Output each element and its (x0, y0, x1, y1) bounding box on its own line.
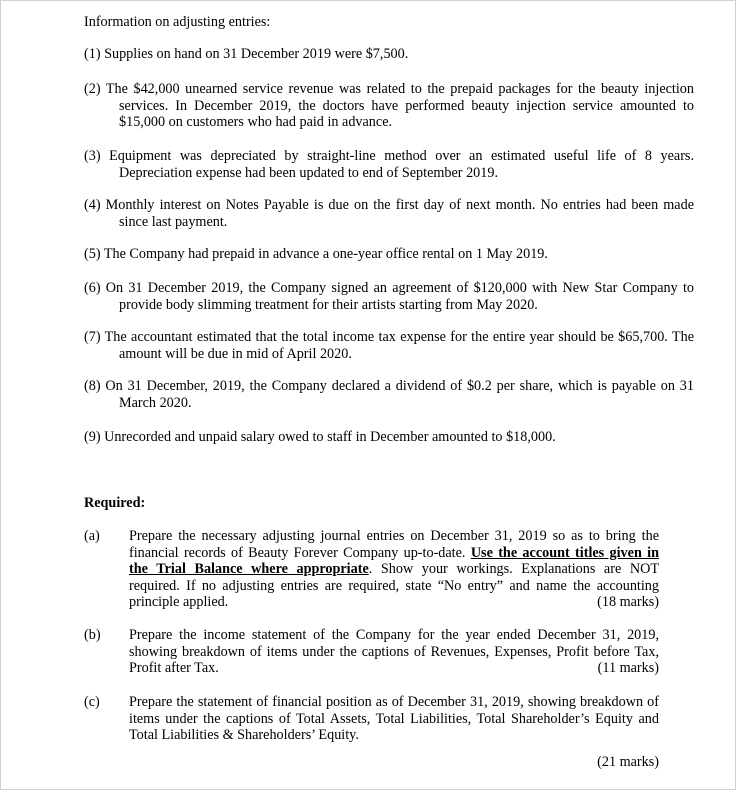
section-heading: Information on adjusting entries: (84, 14, 271, 30)
required-title: Required: (84, 495, 146, 511)
requirement-a-text-part2: . Show your workings. Explanations are NOT required. If no adjusting entries are required, state “No entry” and name the accounting principle applied. (129, 561, 659, 610)
requirement-b (84, 627, 659, 677)
requirement-c-label: (c) (84, 694, 100, 710)
requirement-a-emphasis: Use the account titles given in the Trial Balance where appropriate (129, 544, 659, 577)
requirement-b-label: (b) (84, 627, 101, 643)
requirement-a-text-part1: Prepare the necessary adjusting journal entries on December 31, 2019 so as to bring the financial records of Beauty Forever Company up-to-date. (129, 528, 659, 561)
adjusting-entry-3: (3) Equipment was depreciated by straight-line method over an estimated useful life of 8 years. Depreciation expense had been updated to end of September 2019. (84, 148, 694, 181)
adjusting-entry-5: (5) The Company had prepaid in advance a one-year office rental on 1 May 2019. (84, 246, 548, 262)
requirement-c-text-body: Prepare the statement of financial position as of December 31, 2019, showing breakdown of items under the captions of Total Assets, Total Liabilities, Total Shareholder’s Equity and Total Liabilities & Shareholders’ Equity. (129, 694, 659, 743)
adjusting-entry-6: (6) On 31 December 2019, the Company signed an agreement of $120,000 with New Star Company to provide body slimming treatment for their artists starting from May 2020. (84, 280, 694, 313)
requirement-b-text-body: Prepare the income statement of the Company for the year ended December 31, 2019, showing breakdown of items under the captions of Revenues, Expenses, Profit before Tax, Profit after Tax. (129, 627, 659, 676)
adjusting-entry-4: (4) Monthly interest on Notes Payable is due on the first day of next month. No entries had been made since last payment. (84, 197, 694, 230)
requirement-a-label: (a) (84, 528, 100, 544)
requirement-c-marks: (21 marks) (597, 753, 659, 770)
adjusting-entry-1: (1) Supplies on hand on 31 December 2019 were $7,500. (84, 46, 409, 62)
requirement-a (84, 528, 659, 611)
requirement-b-marks: (11 marks) (597, 660, 659, 676)
requirement-b-text (129, 627, 659, 677)
adjusting-entry-7: (7) The accountant estimated that the total income tax expense for the entire year should be $65,700. The amount will be due in mid of April 2020. (84, 329, 694, 362)
requirement-a-marks: (18 marks) (597, 594, 659, 610)
requirement-c-text (129, 694, 659, 770)
adjusting-entry-9: (9) Unrecorded and unpaid salary owed to staff in December amounted to $18,000. (84, 429, 556, 445)
adjusting-entry-8: (8) On 31 December, 2019, the Company declared a dividend of $0.2 per share, which is payable on 31 March 2020. (84, 378, 694, 411)
requirement-c (84, 694, 659, 770)
adjusting-entry-2: (2) The $42,000 unearned service revenue was related to the prepaid packages for the beauty injection services. In December 2019, the doctors have performed beauty injection service amounted to $15,000 on customers who had paid in advance. (84, 81, 694, 130)
requirement-a-text (129, 528, 659, 611)
